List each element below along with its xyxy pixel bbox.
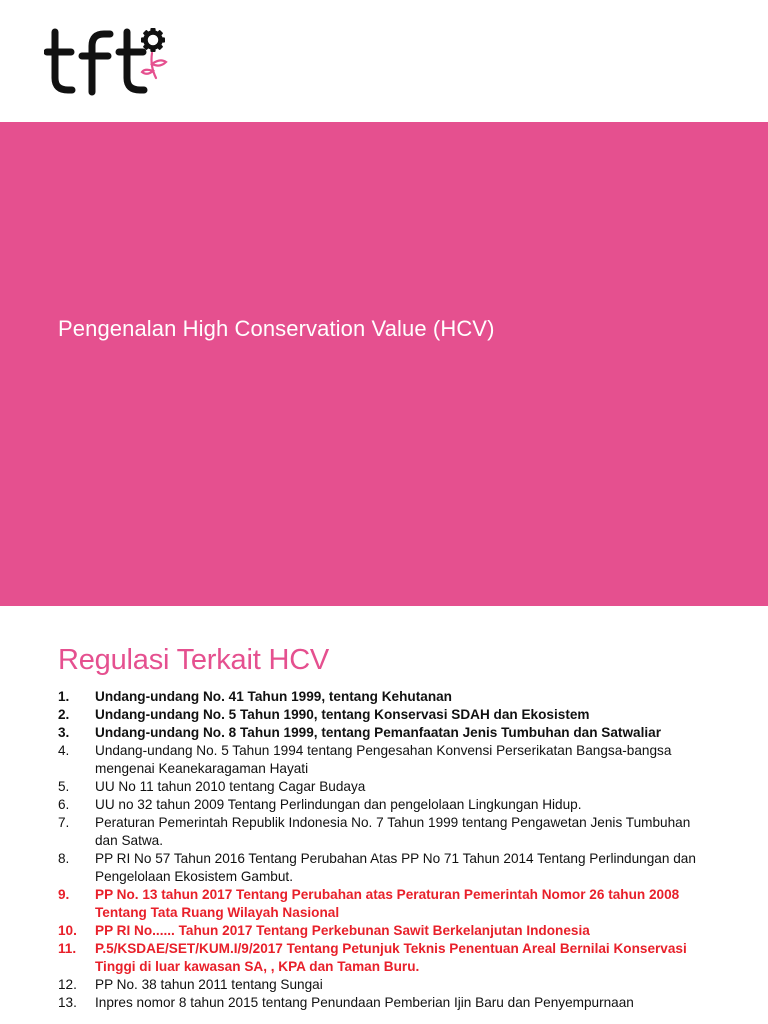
regulation-text: PP No. 13 tahun 2017 Tentang Perubahan atas Peraturan Pemerintah Nomor 26 tahun 2008 Tentang Tata Ruang Wilayah Nasional [95, 887, 680, 920]
regulation-text: Undang-undang No. 41 Tahun 1999, tentang Kehutanan [95, 689, 452, 704]
regulation-number: 5. [58, 779, 70, 794]
regulation-item [58, 688, 708, 706]
regulation-list [58, 688, 708, 1012]
regulation-number: 4. [58, 743, 70, 758]
logo-letter-t [47, 32, 72, 90]
regulation-number: 3. [58, 725, 70, 740]
regulation-number: 12. [58, 977, 77, 992]
regulation-item [58, 850, 708, 886]
regulation-number: 7. [58, 815, 70, 830]
banner-title: Pengenalan High Conservation Value (HCV) [58, 316, 495, 341]
logo-letter-t-2 [119, 32, 144, 90]
regulation-text: Undang-undang No. 5 Tahun 1994 tentang Pengesahan Konvensi Perserikatan Bangsa-bangsa mengenai Keanekaragaman Hayati [95, 743, 672, 776]
regulation-number: 2. [58, 707, 70, 722]
regulation-item [58, 886, 708, 922]
title-banner [0, 122, 768, 606]
regulation-item [58, 940, 708, 976]
logo-letter-f [82, 34, 110, 92]
regulation-item [58, 742, 708, 778]
regulation-number: 13. [58, 995, 77, 1010]
regulation-number: 8. [58, 851, 70, 866]
regulation-item [58, 994, 708, 1012]
regulation-number: 11. [58, 941, 77, 956]
regulation-number: 9. [58, 887, 70, 902]
regulation-item [58, 724, 708, 742]
regulation-text: UU no 32 tahun 2009 Tentang Perlindungan dan pengelolaan Lingkungan Hidup. [95, 797, 582, 812]
regulation-text: Inpres nomor 8 tahun 2015 tentang Penundaan Pemberian Ijin Baru dan Penyempurnaan [95, 995, 634, 1010]
regulation-item [58, 922, 708, 940]
regulation-text: Undang-undang No. 8 Tahun 1999, tentang Pemanfaatan Jenis Tumbuhan dan Satwaliar [95, 725, 661, 740]
pink-stem-icon [142, 53, 166, 78]
regulation-text: PP RI No 57 Tahun 2016 Tentang Perubahan Atas PP No 71 Tahun 2014 Tentang Perlindungan dan Pengelolaan Ekosistem Gambut. [95, 851, 696, 884]
regulation-item [58, 976, 708, 994]
regulation-item [58, 814, 708, 850]
flower-gear-icon [141, 28, 165, 52]
tft-logo [44, 26, 176, 102]
regulation-item [58, 796, 708, 814]
regulation-text: P.5/KSDAE/SET/KUM.I/9/2017 Tentang Petunjuk Teknis Penentuan Areal Bernilai Konservasi Tinggi di luar kawasan SA, , KPA dan Taman Buru. [95, 941, 687, 974]
section-title: Regulasi Terkait HCV [58, 644, 330, 676]
regulation-item [58, 778, 708, 796]
regulation-text: Peraturan Pemerintah Republik Indonesia No. 7 Tahun 1999 tentang Pengawetan Jenis Tumbuhan dan Satwa. [95, 815, 691, 848]
regulation-number: 6. [58, 797, 70, 812]
regulation-number: 10. [58, 923, 77, 938]
regulation-text: PP No. 38 tahun 2011 tentang Sungai [95, 977, 323, 992]
regulation-text: Undang-undang No. 5 Tahun 1990, tentang Konservasi SDAH dan Ekosistem [95, 707, 590, 722]
regulation-item [58, 706, 708, 724]
regulation-text: PP RI No...... Tahun 2017 Tentang Perkebunan Sawit Berkelanjutan Indonesia [95, 923, 590, 938]
regulation-text: UU No 11 tahun 2010 tentang Cagar Budaya [95, 779, 366, 794]
regulation-number: 1. [58, 689, 70, 704]
